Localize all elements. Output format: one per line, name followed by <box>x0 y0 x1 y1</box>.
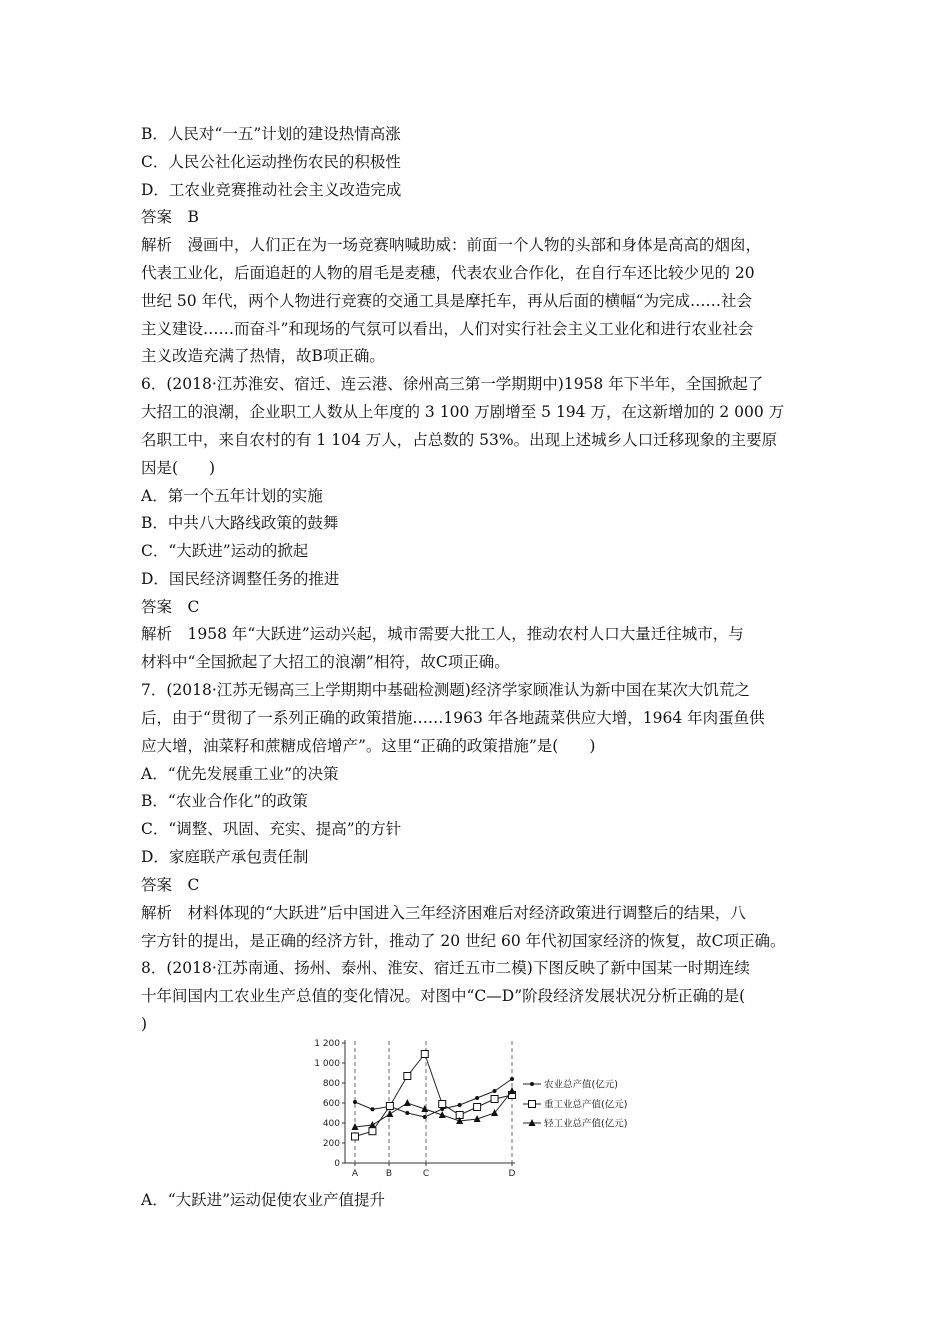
text-line: 答案 C <box>141 598 200 616</box>
text-line: 应大增，油菜籽和蔗糖成倍增产”。这里“正确的政策措施”是( ) <box>141 737 596 755</box>
series-line <box>355 1079 512 1117</box>
data-point <box>510 1077 514 1081</box>
text-line: A．“大跃进”运动促使农业产值提升 <box>141 1191 386 1209</box>
y-tick-label: 200 <box>322 1139 340 1149</box>
text-line: 解析 材料体现的“大跃进”后中国进入三年经济困难后对经济政策进行调整后的结果，八 <box>141 904 746 922</box>
data-point <box>369 1128 376 1135</box>
data-point <box>386 1103 393 1110</box>
text-line: C．“调整、巩固、充实、提高”的方针 <box>141 820 402 838</box>
text-line: B．中共八大路线政策的鼓舞 <box>141 514 339 532</box>
text-line: 材料中“全国掀起了大招工的浪潮”相符，故C项正确。 <box>141 653 510 671</box>
text-line: 因是( ) <box>141 459 216 477</box>
text-line: 名职工中，来自农村的有 1 104 万人，占总数的 53%。出现上述城乡人口迁移现象的主要原 <box>141 431 778 449</box>
data-point <box>386 1110 393 1117</box>
text-line: 十年间国内工农业生产总值的变化情况。对图中“C—D”阶段经济发展状况分析正确的是( <box>141 987 746 1005</box>
x-marker-label: B <box>385 1169 393 1179</box>
data-point <box>421 1051 428 1058</box>
x-marker-label: A <box>351 1169 359 1179</box>
legend-marker <box>530 1082 534 1086</box>
text-line: 答案 B <box>141 208 199 226</box>
data-point <box>353 1100 357 1104</box>
text-line: D．国民经济调整任务的推进 <box>141 570 340 588</box>
legend-marker <box>529 1101 536 1108</box>
data-point <box>352 1133 359 1140</box>
text-line: 主义建设……而奋斗”和现场的气氛可以看出，人们对实行社会主义工业化和进行农业社会 <box>141 320 754 338</box>
x-marker-label: C <box>422 1169 430 1179</box>
legend-label: 农业总产值(亿元) <box>544 1079 618 1091</box>
y-tick-label: 0 <box>334 1159 340 1169</box>
data-point <box>493 1089 497 1093</box>
y-tick-label: 1 200 <box>314 1039 340 1049</box>
y-tick-label: 1 000 <box>314 1059 340 1069</box>
legend-label: 重工业总产值(亿元) <box>544 1099 628 1111</box>
text-line: C．“大跃进”运动的掀起 <box>141 542 309 560</box>
text-line: 主义改造充满了热情，故B项正确。 <box>141 347 385 365</box>
text-line: A．第一个五年计划的实施 <box>141 487 323 505</box>
text-line: 6．(2018·江苏淮安、宿迁、连云港、徐州高三第一学期期中)1958 年下半年，全国掀起了 <box>141 375 764 393</box>
data-point <box>423 1115 427 1119</box>
text-line: 8．(2018·江苏南通、扬州、泰州、淮安、宿迁五市二模)下图反映了新中国某一时期连续 <box>141 959 750 977</box>
data-point <box>369 1121 376 1128</box>
data-point <box>509 1087 516 1094</box>
legend-label: 轻工业总产值(亿元) <box>544 1118 628 1130</box>
text-line: A．“优先发展重工业”的决策 <box>141 765 339 783</box>
data-point <box>491 1096 498 1103</box>
data-point <box>474 1104 481 1111</box>
text-line: 解析 1958 年“大跃进”运动兴起，城市需要大批工人，推动农村人口大量迁往城市，与 <box>141 625 744 643</box>
data-point <box>370 1107 374 1111</box>
x-marker-label: D <box>508 1169 516 1179</box>
text-line: 字方针的提出，是正确的经济方针，推动了 20 世纪 60 年代初国家经济的恢复，故C项正确。 <box>141 932 786 950</box>
text-line: ) <box>141 1015 148 1033</box>
text-line: 答案 C <box>141 876 200 894</box>
y-tick-label: 600 <box>322 1099 340 1109</box>
text-line: B．人民对“一五”计划的建设热情高涨 <box>141 125 401 143</box>
production-value-chart <box>305 1036 655 1186</box>
data-point <box>439 1101 446 1108</box>
text-line: D．家庭联产承包责任制 <box>141 848 309 866</box>
data-point <box>458 1103 462 1107</box>
text-line: 后，由于“贯彻了一系列正确的政策措施……1963 年各地蔬菜供应大增，1964 年肉蛋鱼供 <box>141 709 765 727</box>
text-line: 世纪 50 年代，两个人物进行竞赛的交通工具是摩托车，再从后面的横幅“为完成……社会 <box>141 292 753 310</box>
y-tick-label: 800 <box>322 1079 340 1089</box>
y-tick-label: 400 <box>322 1119 340 1129</box>
data-point <box>404 1099 411 1106</box>
series-line <box>355 1054 512 1137</box>
data-point <box>475 1096 479 1100</box>
text-line: 解析 漫画中，人们正在为一场竞赛呐喊助威：前面一个人物的头部和身体是高高的烟囱， <box>141 236 762 254</box>
data-point <box>405 1111 409 1115</box>
text-line: 大招工的浪潮，企业职工人数从上年度的 3 100 万剧增至 5 194 万，在这新增加的 2 000 万 <box>141 403 785 421</box>
text-line: C．人民公社化运动挫伤农民的积极性 <box>141 153 401 171</box>
series-line <box>355 1091 512 1127</box>
text-line: B．“农业合作化”的政策 <box>141 792 308 810</box>
text-line: 代表工业化，后面追赶的人物的眉毛是麦穗，代表农业合作化，在自行车还比较少见的 20 <box>141 264 755 282</box>
text-line: D．工农业竞赛推动社会主义改造完成 <box>141 181 402 199</box>
data-point <box>404 1073 411 1080</box>
text-line: 7．(2018·江苏无锡高三上学期期中基础检测题)经济学家顾准认为新中国在某次大饥荒之 <box>141 681 750 699</box>
